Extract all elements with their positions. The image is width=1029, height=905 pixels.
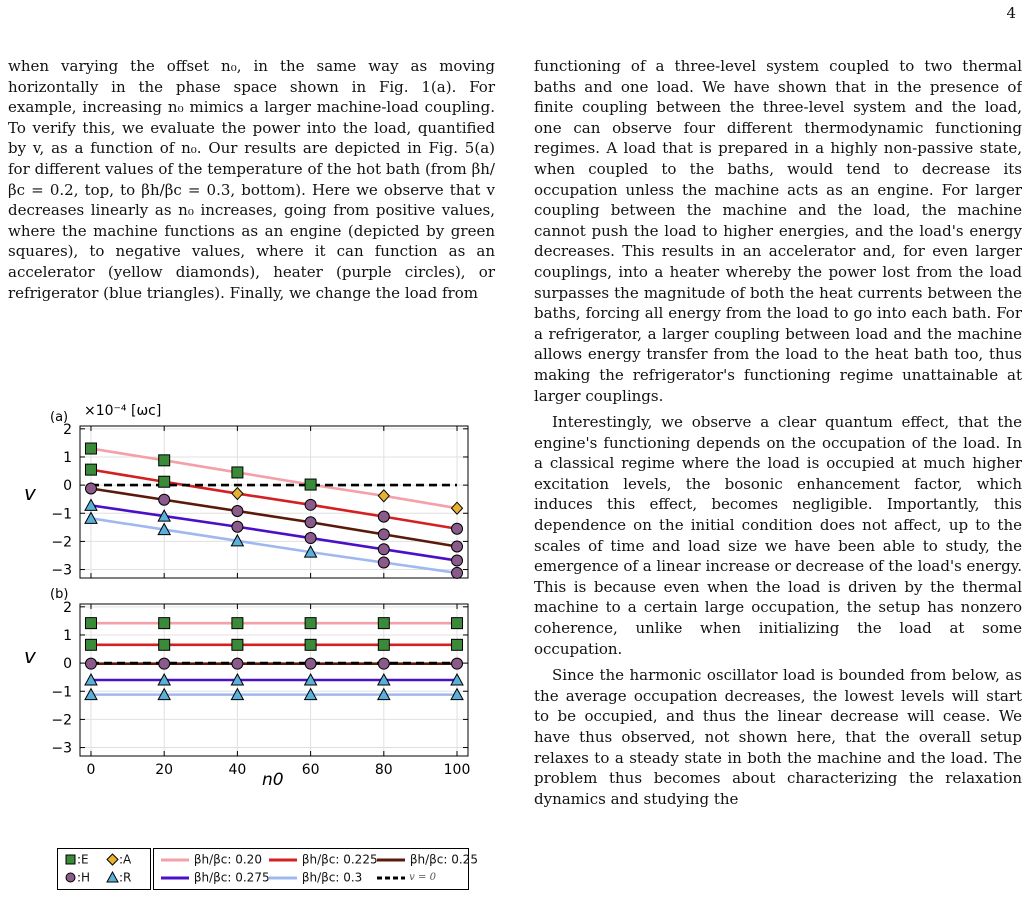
- data-point-square: [305, 618, 316, 629]
- data-point-square: [159, 618, 170, 629]
- y-tick-label: −1: [51, 684, 72, 701]
- panel-b-label: (b): [50, 587, 69, 602]
- page-number: 4: [1006, 4, 1016, 22]
- data-point-circle: [232, 506, 243, 517]
- data-point-square: [378, 639, 389, 650]
- data-point-square: [452, 618, 463, 629]
- data-point-square: [378, 618, 389, 629]
- data-point-square: [159, 476, 170, 487]
- data-point-circle: [452, 658, 463, 669]
- figure-plot: [0, 393, 520, 803]
- marker-legend-item-H: :H: [64, 870, 90, 885]
- x-tick-label: 20: [155, 762, 174, 778]
- data-point-square: [232, 467, 243, 478]
- data-point-diamond: [452, 502, 463, 514]
- data-point-circle: [452, 567, 463, 578]
- y-tick-label: 2: [63, 599, 72, 616]
- data-point-square: [85, 464, 96, 475]
- data-point-square: [232, 618, 243, 629]
- x-tick-label: 0: [86, 762, 96, 778]
- panel-a-label: (a): [50, 410, 69, 425]
- line-legend-item: βh/βc: 0.275: [190, 870, 270, 885]
- line-legend-item: βh/βc: 0.225: [298, 852, 378, 867]
- data-point-circle: [378, 557, 389, 568]
- data-point-square: [85, 618, 96, 629]
- y-tick-label: −2: [51, 534, 72, 551]
- y-tick-label: −3: [51, 562, 72, 579]
- marker-legend-item-R: :R: [106, 870, 131, 885]
- data-point-circle: [378, 658, 389, 669]
- right-paragraph-1: functioning of a three-level system coupled to two thermal baths and one load. We have shown that in the presence of finite coupling between the three-level system and the load, one can observe four different thermodynamic functioning regimes. A load that is prepared in a highly non-passive state, when coupled to the baths, would tend to decrease its occupation unless the machine acts as an engine. For larger coupling between the machine and the load, the machine cannot push the load to higher energies, and the load's energy decreases. This results in an accelerator and, for even larger couplings, into a heater whereby the power lost from the load surpasses the magnitude of both the heat currents between the baths, forcing all energy from the load to go into each bath. For a refrigerator, a larger coupling between load and the machine allows energy transfer from the load to the heat bath too, thus making the refrigerator's functioning regime unattainable at larger couplings.: [534, 57, 1022, 405]
- panel-a-ylabel: v: [24, 481, 36, 505]
- data-point-square: [305, 639, 316, 650]
- line-legend-item: βh/βc: 0.3: [298, 870, 363, 885]
- right-column-text: [534, 56, 1022, 905]
- data-point-square: [85, 639, 96, 650]
- data-point-circle: [159, 658, 170, 669]
- data-point-circle: [305, 533, 316, 544]
- panel-b-ylabel: v: [24, 644, 36, 668]
- y-tick-label: 1: [63, 449, 72, 466]
- y-tick-label: −1: [51, 506, 72, 523]
- x-tick-label: 60: [301, 762, 320, 778]
- data-point-square: [85, 443, 96, 454]
- x-tick-label: 80: [374, 762, 393, 778]
- y-tick-label: 2: [63, 421, 72, 438]
- data-point-circle: [378, 529, 389, 540]
- data-point-circle: [452, 555, 463, 566]
- series-line-4: [91, 518, 457, 573]
- data-point-square: [159, 639, 170, 650]
- data-point-circle: [378, 511, 389, 522]
- data-point-circle: [305, 658, 316, 669]
- data-point-circle: [452, 541, 463, 552]
- line-legend-item: βh/βc: 0.25: [406, 852, 478, 867]
- data-point-diamond: [232, 488, 243, 500]
- y-tick-label: 0: [63, 656, 72, 673]
- panel-b-axes: [51, 600, 470, 778]
- scale-label: ×10⁻⁴ [ωc]: [84, 403, 162, 419]
- data-point-circle: [232, 521, 243, 532]
- data-point-circle: [452, 523, 463, 534]
- series-line-2: [91, 488, 457, 546]
- data-point-square: [232, 639, 243, 650]
- data-point-square: [305, 479, 316, 490]
- y-tick-label: 1: [63, 627, 72, 644]
- data-point-circle: [378, 544, 389, 555]
- x-tick-label: 100: [443, 762, 471, 778]
- y-tick-label: 0: [63, 478, 72, 495]
- line-legend-item: βh/βc: 0.20: [190, 852, 262, 867]
- right-paragraph-3: Since the harmonic oscillator load is bounded from below, as the average occupation decreases, the lowest levels will start to be occupied, and thus the linear decrease will cease. We have thus observed, not shown here, that the overall setup relaxes to a steady state in both the machine and the load. The problem thus becomes about characterizing the relaxation dynamics and studying the: [534, 666, 1022, 808]
- data-point-square: [452, 639, 463, 650]
- data-point-circle: [85, 658, 96, 669]
- data-point-diamond: [378, 490, 389, 502]
- line-legend-item: v = 0: [406, 872, 436, 883]
- marker-legend-item-E: :E: [64, 852, 89, 867]
- data-point-circle: [232, 658, 243, 669]
- x-tick-label: 40: [228, 762, 247, 778]
- left-column-text: [8, 56, 495, 303]
- data-point-circle: [85, 483, 96, 494]
- axes-frame: [80, 426, 468, 578]
- data-point-circle: [159, 494, 170, 505]
- panel-a-axes: [51, 422, 468, 579]
- y-tick-label: −2: [51, 712, 72, 729]
- xlabel: n0: [262, 770, 284, 790]
- right-paragraph-2: Interestingly, we observe a clear quantum effect, that the engine's functioning depends on the occupation of the load. In a classical regime where the load is occupied at much higher excitation levels, the bosonic enhancement factor, which induces this effect, becomes negligible. Importantly, this dependence on the initial condition does not affect, up to the scales of time and load size we have been able to study, the emergence of a linear increase or decrease of the load's energy. This is because even when the load is driven by the thermal machine to a certain large occupation, the setup has nonzero coherence, unlike when initializing the load at some occupation.: [534, 413, 1022, 658]
- y-tick-label: −3: [51, 740, 72, 757]
- line-legend: [153, 848, 478, 890]
- marker-legend: [57, 848, 151, 890]
- data-point-circle: [305, 499, 316, 510]
- left-paragraph: when varying the offset n₀, in the same way as moving horizontally in the phase space shown in Fig. 1(a). For example, increasing n₀ mimics a larger machine-load coupling. To verify this, we evaluate the power into the load, quantified by v, as a function of n₀. Our results are depicted in Fig. 5(a) for different values of the temperature of the hot bath (from βh/βc = 0.2, top, to βh/βc = 0.3, bottom). Here we observe that v decreases linearly as n₀ increases, going from positive values, where the machine functions as an engine (depicted by green squares), to negative values, where it can function as an accelerator (yellow diamonds), heater (purple circles), or refrigerator (blue triangles). Finally, we change the load from: [8, 57, 495, 302]
- data-point-square: [159, 455, 170, 466]
- marker-legend-item-A: :A: [106, 852, 131, 867]
- figure-5: [0, 393, 520, 803]
- data-point-circle: [305, 517, 316, 528]
